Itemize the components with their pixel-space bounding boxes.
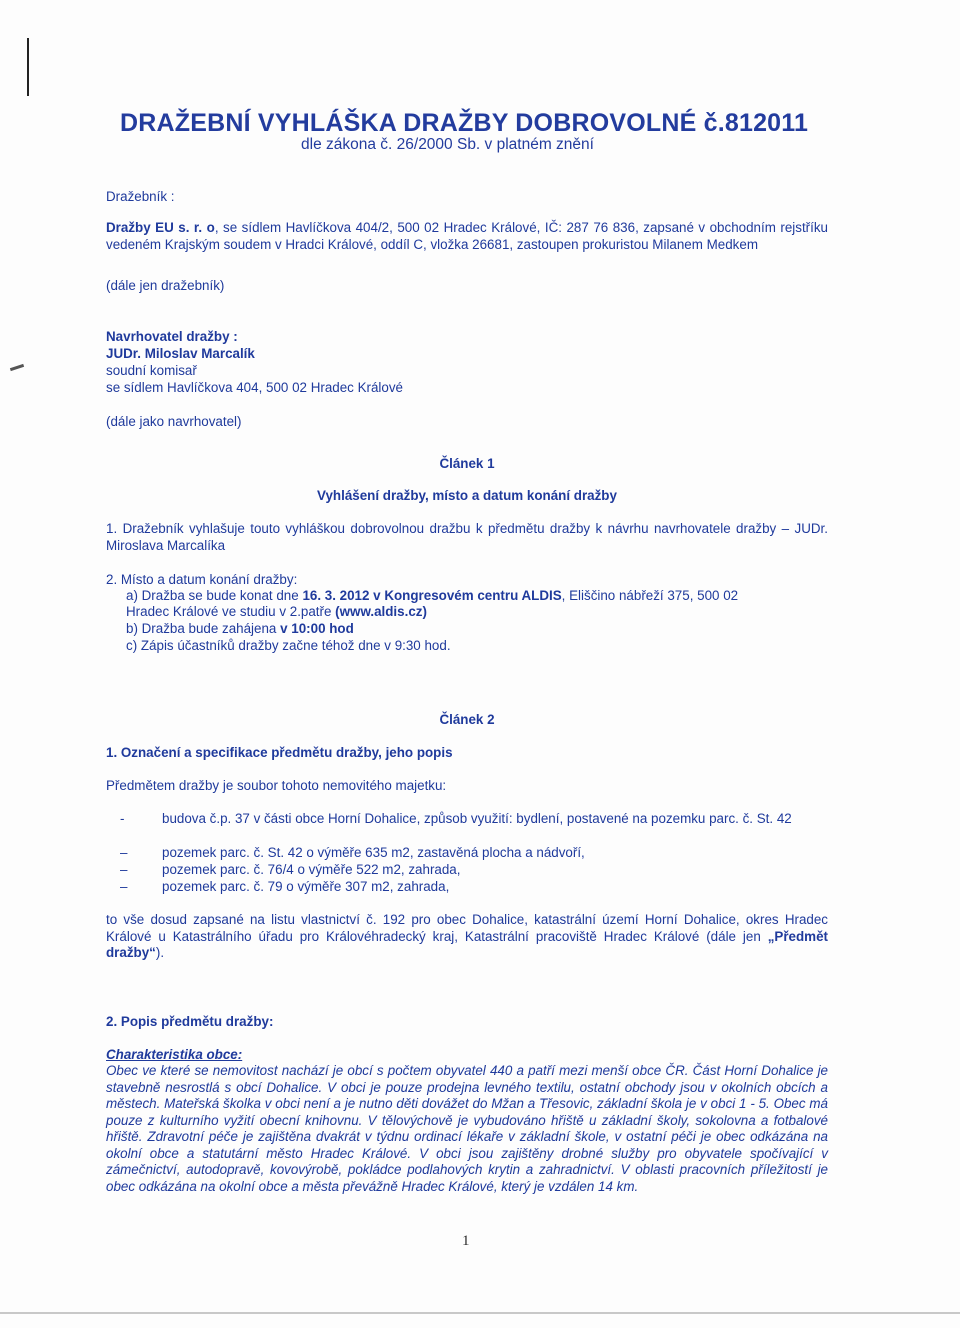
article1-heading: Článek 1 — [439, 456, 495, 471]
scan-mark — [27, 38, 29, 96]
registry-text: to vše dosud zapsané na listu vlastnictví č. 192 pro obec Dohalice, katastrální území Horní Dohalice, okres Hradec Králové u Katastrálního úřadu pro Královéhradecký kraj, Katastrální pracoviště Hradec Králové (dále jen — [106, 912, 828, 944]
municipality-description: Obec ve které se nemovitost nachází je obcí s počtem obyvatel 440 a patří mezi menší obce ČR. Část Horní Dohalice je stavebně nesrostlá s obcí Dohalice. V obci je pouze prodejna levného textilu, ostatní obchody jsou v okolních obcích a městech. Mateřská školka v obci není a je nutno děti dovážet do Mžan a Třesovic, základní škola je v obci 1 - 5. Obec má pouze z kulturního vyžití obecní knihovnu. V tělovýchově je vybudováno hřiště u základní školy, sokolovna a fotbalové hřiště. Zdravotní péče je zajištěna dvakrát v týdnu ordinací lékaře v základní škole, v ostatní péči je obec odkázána na okolní obce a statutární město Hradec Králové. V obci jsou zajištěny drobné služby pro obyvatele spočívající v zámečnictví, autodopravě, kovovýrobě, pokládce podlahových krytin a zahradnictví. V oblasti pracovních příležitostí je obec odkázána na okolní obce a města převážně Hradec Králové, který je vzdálen 14 km. — [106, 1063, 828, 1194]
list-item-text: pozemek parc. č. 79 o výměře 307 m2, zahrada, — [162, 879, 450, 894]
document-title: DRAŽEBNÍ VYHLÁŠKA DRAŽBY DOBROVOLNÉ č.812011 — [120, 109, 809, 137]
list-item — [120, 879, 830, 896]
municipality-heading: Charakteristika obce: — [106, 1047, 243, 1062]
list-dash: – — [120, 879, 128, 894]
list-item — [120, 845, 830, 862]
proposer-role: soudní komisař — [106, 363, 197, 378]
proposer-heading: Navrhovatel dražby : — [106, 329, 238, 344]
page-number: 1 — [462, 1233, 470, 1249]
scan-speck — [10, 364, 24, 371]
list-item — [120, 811, 830, 845]
registry-paragraph — [106, 912, 828, 962]
auctioneer-details: , se sídlem Havlíčkova 404/2, 500 02 Hradec Králové, IČ: 287 76 836, zapsané v obchodním rejstříku vedeném Krajským soudem v Hradci Králové, oddíl C, vložka 26681, zastoupen prokuristou Milanem Medkem — [106, 220, 828, 252]
registry-defined-term: „Předmět dražby“ — [106, 928, 828, 960]
auction-date-prefix: a) Dražba se bude konat dne — [126, 588, 303, 603]
list-item — [120, 862, 830, 879]
page-bottom-edge — [0, 1312, 960, 1314]
auction-start-line — [126, 621, 828, 638]
list-item-text: budova č.p. 37 v části obce Horní Dohalice, způsob využití: bydlení, postavené na pozemku parc. č. St. 42 — [162, 811, 792, 826]
article2-intro: Předmětem dražby je soubor tohoto nemovitého majetku: — [106, 778, 447, 793]
auction-venue-line-2 — [126, 604, 828, 621]
list-dash: – — [120, 862, 128, 877]
registration-line: c) Zápis účastníků dražby začne téhož dne v 9:30 hod. — [126, 638, 451, 653]
list-item-text: pozemek parc. č. St. 42 o výměře 635 m2, zastavěná plocha a nádvoří, — [162, 845, 585, 860]
article1-subheading: Vyhlášení dražby, místo a datum konání dražby — [317, 488, 617, 503]
auction-date-line — [126, 588, 828, 605]
proposer-name: JUDr. Miloslav Marcalík — [106, 346, 255, 361]
list-item-text: pozemek parc. č. 76/4 o výměře 522 m2, zahrada, — [162, 862, 461, 877]
auction-venue-floor: Hradec Králové ve studiu v 2.patře — [126, 604, 336, 619]
auctioneer-paragraph — [106, 220, 828, 253]
auctioneer-heading: Dražebník : — [106, 189, 175, 204]
proposer-address: se sídlem Havlíčkova 404, 500 02 Hradec Králové — [106, 380, 403, 395]
auctioneer-note: (dále jen dražebník) — [106, 278, 225, 293]
article2-heading: Článek 2 — [439, 712, 495, 727]
article1-paragraph-1: 1. Dražebník vyhlašuje touto vyhláškou dobrovolnou dražbu k předmětu dražby k návrhu navrhovatele dražby – JUDr. Miroslava Marcalíka — [106, 521, 828, 553]
auction-start-prefix: b) Dražba bude zahájena — [126, 621, 281, 636]
auction-start-time: v 10:00 hod — [280, 621, 354, 636]
article2-section2-title: 2. Popis předmětu dražby: — [106, 1014, 274, 1029]
venue-website-link: (www.aldis.cz) — [335, 604, 427, 619]
auctioneer-name: Dražby EU s. r. o — [106, 220, 215, 235]
list-dash: – — [120, 845, 128, 860]
registry-end: ). — [155, 945, 165, 960]
document-subtitle: dle zákona č. 26/2000 Sb. v platném znění — [301, 136, 594, 153]
article1-paragraph-2-title: 2. Místo a datum konání dražby: — [106, 572, 298, 587]
list-dash: - — [120, 811, 125, 826]
proposer-note: (dále jako navrhovatel) — [106, 414, 242, 429]
auction-date-venue: 16. 3. 2012 v Kongresovém centru ALDIS — [302, 588, 562, 603]
article2-section1-title: 1. Označení a specifikace předmětu dražby, jeho popis — [106, 745, 453, 760]
auction-venue-address: , Eliščino nábřeží 375, 500 02 — [561, 588, 739, 603]
